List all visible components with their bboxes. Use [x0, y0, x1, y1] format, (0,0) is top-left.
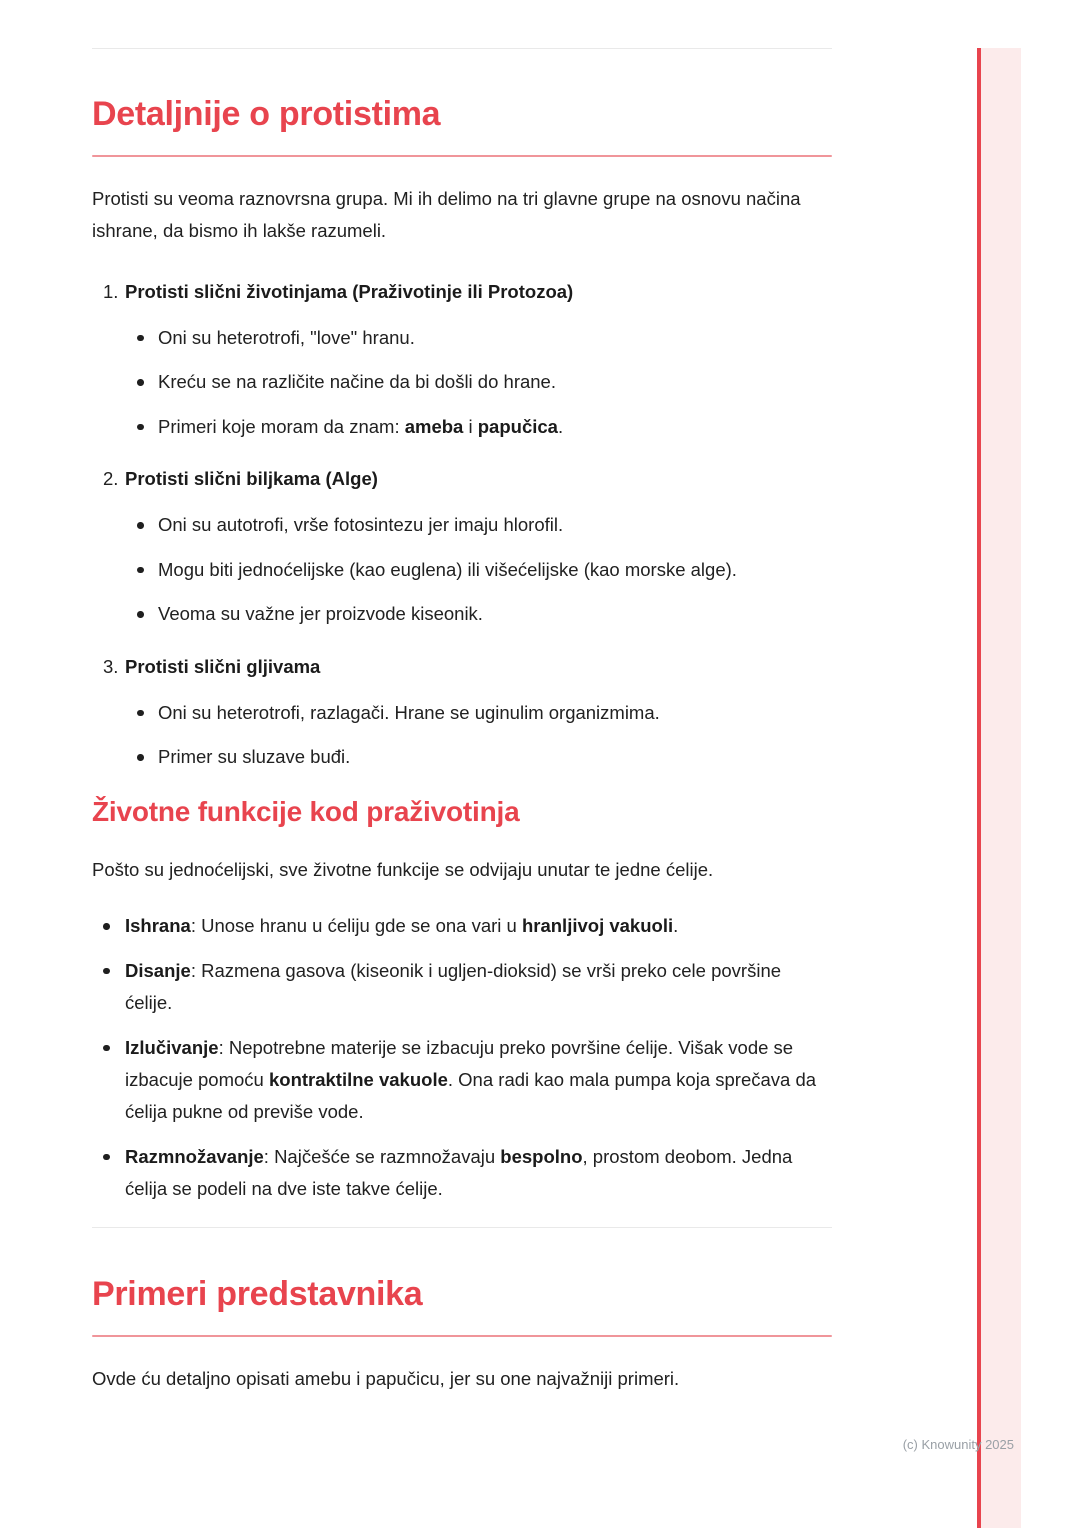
protist-group	[92, 276, 832, 444]
section3-intro: Ovde ću detaljno opisati amebu i papučicu, jer su one najvažniji primeri.	[92, 1368, 680, 1390]
list-item	[92, 741, 832, 773]
text-run: Mogu biti jednoćelijske (kao euglena) ili višećelijske (kao morske alge).	[158, 558, 737, 580]
list-item	[92, 910, 832, 942]
text-run: Primer su sluzave buđi.	[158, 746, 351, 768]
list-item	[92, 598, 832, 630]
group-heading	[92, 651, 832, 683]
text-run: i	[463, 415, 478, 437]
text-run: . Ona radi kao mala pumpa koja sprečava da ćelija pukne od previše vode.	[125, 1068, 817, 1123]
title-underline	[92, 155, 832, 157]
text-run: .	[557, 415, 564, 437]
list-item	[92, 411, 832, 443]
section2-intro: Pošto su jednoćelijski, sve životne funkcije se odvijaju unutar te jedne ćelije.	[92, 859, 714, 881]
list-item	[92, 955, 832, 1020]
section-title-detaljnije-o-protistima: Detaljnije o protistima	[92, 95, 441, 133]
group-bullet-list	[92, 509, 832, 630]
text-run: Oni su heterotrofi, razlagači. Hrane se uginulim organizmima.	[158, 701, 660, 723]
protist-group	[92, 651, 832, 774]
title-underline-2	[92, 1335, 832, 1337]
group-title: Protisti slični životinjama (Praživotinje ili Protozoa)	[125, 280, 574, 302]
copyright-footer: (c) Knowunity 2025	[902, 1437, 1014, 1452]
group-bullet-list	[92, 697, 832, 774]
text-run: Oni su autotrofi, vrše fotosintezu jer imaju hlorofil.	[158, 514, 564, 536]
group-number: 1.	[103, 280, 119, 302]
text-run: : Unose hranu u ćeliju gde se ona vari u	[190, 915, 522, 937]
bold-text-run: Ishrana	[125, 915, 191, 937]
bold-text-run: bespolno	[500, 1145, 583, 1167]
bold-text-run: Izlučivanje	[125, 1036, 219, 1058]
bold-text-run: Disanje	[125, 959, 191, 981]
protist-groups-list	[92, 276, 832, 774]
group-number: 2.	[103, 468, 119, 490]
text-run: Kreću se na različite načine da bi došli do hrane.	[158, 371, 556, 393]
group-title: Protisti slični biljkama (Alge)	[125, 468, 378, 490]
section-title-primeri-predstavnika: Primeri predstavnika	[92, 1275, 423, 1314]
bold-text-run: kontraktilne vakuole	[268, 1068, 448, 1090]
page-edge-band	[977, 48, 1021, 1528]
list-item	[92, 554, 832, 586]
group-number: 3.	[103, 655, 119, 677]
text-run: Oni su heterotrofi, "love" hranu.	[158, 326, 415, 348]
content-area	[92, 0, 832, 1396]
list-item	[92, 1032, 832, 1129]
bold-text-run: ameba	[404, 415, 464, 437]
text-run: , prostom deobom. Jedna ćelija se podeli na dve iste takve ćelije.	[125, 1145, 793, 1200]
group-heading	[92, 276, 832, 308]
life-functions-list	[92, 910, 832, 1205]
text-run: Primeri koje moram da znam:	[158, 415, 405, 437]
text-run: : Najčešće se razmnožavaju	[263, 1145, 501, 1167]
list-item	[92, 509, 832, 541]
text-run: .	[673, 915, 679, 937]
bold-text-run: papučica	[477, 415, 558, 437]
text-run: Veoma su važne jer proizvode kiseonik.	[158, 603, 483, 625]
group-bullet-list	[92, 322, 832, 443]
text-run: : Nepotrebne materije se izbacuju preko površine ćelije. Višak vode se izbacuje pomoću	[125, 1036, 794, 1090]
group-title: Protisti slični gljivama	[125, 655, 321, 677]
section-title-zivotne-funkcije: Životne funkcije kod praživotinja	[92, 795, 520, 827]
section-divider	[92, 1227, 832, 1228]
text-run: : Razmena gasova (kiseonik i ugljen-dioksid) se vrši preko cele površine ćelije.	[125, 959, 782, 1014]
bold-text-run: hranljivoj vakuoli	[521, 915, 674, 937]
bold-text-run: Razmnožavanje	[125, 1145, 264, 1167]
intro-paragraph: Protisti su veoma raznovrsna grupa. Mi ih delimo na tri glavne grupe na osnovu načina ishrane, da bismo ih lakše razumeli.	[92, 187, 801, 242]
protist-group	[92, 463, 832, 631]
list-item	[92, 1141, 832, 1206]
list-item	[92, 697, 832, 729]
list-item	[92, 322, 832, 354]
group-heading	[92, 463, 832, 495]
list-item	[92, 366, 832, 398]
